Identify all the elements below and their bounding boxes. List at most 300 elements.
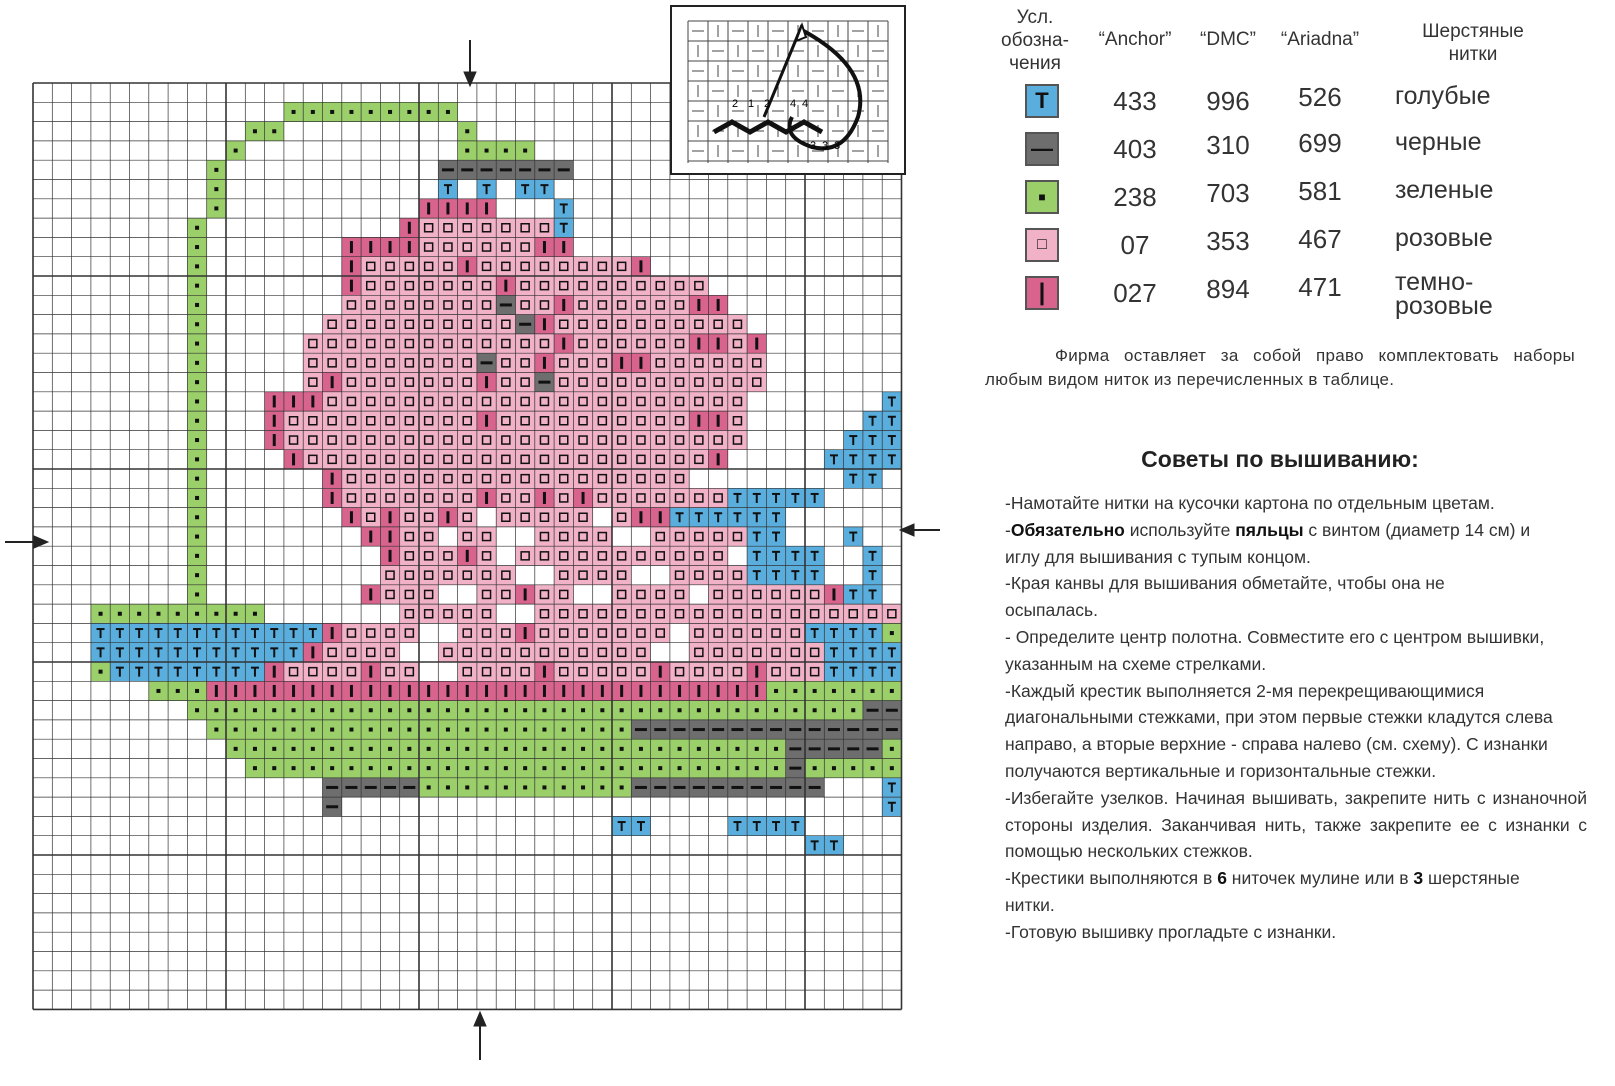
- stitch-cell-pink: [554, 508, 573, 527]
- stitch-cell-dpink: [554, 295, 573, 314]
- stitch-cell-pink: [670, 585, 689, 604]
- stitch-cell-dpink: [361, 681, 380, 700]
- stitch-cell-dpink: [477, 488, 496, 507]
- stitch-cell-pink: [689, 643, 708, 662]
- stitch-cell-green: [631, 701, 650, 720]
- stitch-cell-green: [265, 759, 284, 778]
- stitch-cell-green: [361, 102, 380, 121]
- stitch-cell-green: [303, 720, 322, 739]
- stitch-cell-pink: [535, 295, 554, 314]
- stitch-cell-pink: [496, 218, 515, 237]
- pink-symbol-swatch: [1025, 228, 1059, 262]
- stitch-cell-pink: [477, 257, 496, 276]
- stitch-cell-green: [342, 759, 361, 778]
- stitch-cell-green: [709, 701, 728, 720]
- stitch-cell-pink: [380, 450, 399, 469]
- stitch-cell-pink: [438, 257, 457, 276]
- stitch-cell-pink: [631, 604, 650, 623]
- stitch-cell-pink: [554, 546, 573, 565]
- stitch-cell-blue: [226, 643, 245, 662]
- stitch-cell-green: [573, 778, 592, 797]
- color-name: голубые: [1395, 82, 1491, 110]
- stitch-cell-pink: [458, 276, 477, 295]
- stitch-cell-pink: [419, 334, 438, 353]
- stitch-cell-dpink: [477, 411, 496, 430]
- stitch-cell-green: [207, 604, 226, 623]
- stitch-cell-green: [458, 701, 477, 720]
- stitch-cell-pink: [573, 469, 592, 488]
- stitch-cell-pink: [458, 430, 477, 449]
- stitch-cell-pink: [400, 276, 419, 295]
- stitch-cell-dark: [323, 797, 342, 816]
- legend-row-green: [985, 176, 1605, 224]
- stitch-cell-green: [516, 141, 535, 160]
- stitch-cell-blue: [91, 623, 110, 642]
- stitch-cell-dpink: [554, 334, 573, 353]
- stitch-cell-green: [187, 488, 206, 507]
- stitch-cell-green: [458, 141, 477, 160]
- stitch-cell-green: [419, 739, 438, 758]
- stitch-cell-pink: [612, 546, 631, 565]
- stitch-cell-pink: [496, 373, 515, 392]
- stitch-cell-blue: [168, 643, 187, 662]
- stitch-cell-blue: [863, 623, 882, 642]
- stitch-cell-blue: [284, 643, 303, 662]
- stitch-cell-green: [689, 759, 708, 778]
- stitch-cell-pink: [516, 508, 535, 527]
- stitch-cell-blue: [786, 546, 805, 565]
- stitch-cell-dpink: [380, 508, 399, 527]
- stitch-cell-pink: [612, 334, 631, 353]
- stitch-cell-pink: [612, 643, 631, 662]
- stitch-cell-green: [458, 720, 477, 739]
- stitch-num-4: 4: [790, 98, 797, 110]
- stitch-cell-blue: [766, 546, 785, 565]
- stitch-cell-blue: [187, 623, 206, 642]
- stitch-cell-green: [245, 122, 264, 141]
- stitch-cell-pink: [535, 604, 554, 623]
- stitch-cell-pink: [554, 411, 573, 430]
- stitch-cell-pink: [573, 334, 592, 353]
- stitch-cell-green: [400, 739, 419, 758]
- anchor-value: 403: [1113, 134, 1157, 164]
- stitch-cell-pink: [303, 373, 322, 392]
- stitch-cell-dpink: [284, 450, 303, 469]
- stitch-cell-pink: [612, 315, 631, 334]
- stitch-cell-green: [342, 739, 361, 758]
- stitch-cell-pink: [361, 488, 380, 507]
- stitch-cell-pink: [747, 643, 766, 662]
- stitch-cell-pink: [882, 604, 901, 623]
- stitch-cell-pink: [612, 257, 631, 276]
- stitch-cell-green: [187, 585, 206, 604]
- stitch-cell-dark: [824, 739, 843, 758]
- stitch-cell-green: [419, 102, 438, 121]
- arrow-right: [900, 524, 940, 536]
- stitch-cell-pink: [612, 295, 631, 314]
- stitch-cell-pink: [593, 411, 612, 430]
- stitch-cell-pink: [496, 237, 515, 256]
- stitch-cell-pink: [438, 334, 457, 353]
- stitch-cell-green: [303, 759, 322, 778]
- stitch-cell-pink: [516, 643, 535, 662]
- stitch-cell-pink: [438, 353, 457, 372]
- stitch-cell-pink: [419, 508, 438, 527]
- stitch-cell-dpink: [535, 237, 554, 256]
- stitch-cell-dark: [400, 778, 419, 797]
- stitch-cell-green: [187, 315, 206, 334]
- stitch-cell-dpink: [438, 681, 457, 700]
- stitch-cell-pink: [670, 527, 689, 546]
- stitch-cell-dark: [670, 720, 689, 739]
- stitch-cell-green: [844, 701, 863, 720]
- stitch-cell-pink: [805, 604, 824, 623]
- stitch-cell-pink: [419, 353, 438, 372]
- green-symbol-swatch: [1025, 180, 1059, 214]
- stitch-cell-pink: [303, 430, 322, 449]
- stitch-num-2: 1: [748, 98, 755, 110]
- stitch-cell-blue: [824, 643, 843, 662]
- stitch-cell-pink: [689, 373, 708, 392]
- stitch-cell-pink: [670, 392, 689, 411]
- stitch-cell-dpink: [651, 681, 670, 700]
- stitch-cell-pink: [631, 276, 650, 295]
- stitch-cell-green: [400, 102, 419, 121]
- stitch-cell-dpink: [689, 411, 708, 430]
- stitch-cell-blue: [747, 508, 766, 527]
- stitch-cell-pink: [651, 295, 670, 314]
- stitch-cell-pink: [380, 643, 399, 662]
- stitch-cell-pink: [477, 295, 496, 314]
- stitch-cell-pink: [612, 508, 631, 527]
- stitch-cell-pink: [631, 315, 650, 334]
- stitch-cell-pink: [400, 585, 419, 604]
- stitch-cell-green: [477, 759, 496, 778]
- stitch-cell-pink: [709, 373, 728, 392]
- stitch-cell-pink: [612, 662, 631, 681]
- stitch-cell-pink: [709, 527, 728, 546]
- stitch-cell-pink: [516, 662, 535, 681]
- stitch-cell-pink: [612, 450, 631, 469]
- stitch-cell-blue: [303, 623, 322, 642]
- stitch-cell-green: [747, 701, 766, 720]
- stitch-cell-green: [187, 430, 206, 449]
- stitch-cell-blue: [844, 430, 863, 449]
- stitch-cell-pink: [651, 334, 670, 353]
- stitch-cell-pink: [419, 527, 438, 546]
- stitch-cell-green: [438, 102, 457, 121]
- stitch-cell-green: [438, 701, 457, 720]
- stitch-cell-pink: [573, 450, 592, 469]
- stitch-cell-blue: [612, 816, 631, 835]
- stitch-cell-green: [593, 759, 612, 778]
- stitch-cell-pink: [728, 566, 747, 585]
- stitch-cell-dpink: [323, 623, 342, 642]
- stitch-cell-pink: [670, 315, 689, 334]
- stitch-cell-green: [535, 759, 554, 778]
- stitch-cell-dpink: [419, 681, 438, 700]
- stitch-cell-pink: [477, 334, 496, 353]
- stitch-cell-dark: [728, 778, 747, 797]
- stitch-cell-dpink: [342, 681, 361, 700]
- stitch-cell-green: [245, 701, 264, 720]
- stitch-cell-pink: [380, 430, 399, 449]
- stitch-cell-dpink: [477, 199, 496, 218]
- stitch-cell-green: [265, 122, 284, 141]
- stitch-cell-pink: [496, 315, 515, 334]
- stitch-cell-pink: [380, 295, 399, 314]
- stitch-cell-green: [786, 701, 805, 720]
- stitch-cell-green: [747, 739, 766, 758]
- stitch-cell-pink: [689, 546, 708, 565]
- stitch-cell-pink: [342, 315, 361, 334]
- stitch-cell-green: [400, 701, 419, 720]
- stitch-cell-pink: [612, 411, 631, 430]
- stitch-cell-pink: [593, 546, 612, 565]
- stitch-cell-blue: [844, 643, 863, 662]
- stitch-cell-pink: [342, 353, 361, 372]
- stitch-cell-pink: [651, 488, 670, 507]
- stitch-cell-pink: [728, 527, 747, 546]
- stitch-cell-green: [496, 701, 515, 720]
- stitch-cell-dpink: [323, 469, 342, 488]
- stitch-cell-pink: [342, 469, 361, 488]
- tip-emphasis: 3: [1413, 868, 1424, 889]
- stitch-cell-pink: [766, 662, 785, 681]
- stitch-cell-pink: [689, 604, 708, 623]
- stitch-cell-pink: [303, 450, 322, 469]
- t-symbol: T: [1035, 88, 1049, 113]
- stitch-cell-blue: [245, 643, 264, 662]
- legend-row-pink: [985, 224, 1605, 272]
- stitch-cell-pink: [573, 643, 592, 662]
- stitch-cell-pink: [709, 604, 728, 623]
- stitch-cell-blue: [805, 836, 824, 855]
- stitch-cell-green: [516, 720, 535, 739]
- stitch-cell-pink: [728, 315, 747, 334]
- stitch-cell-pink: [400, 257, 419, 276]
- stitch-cell-pink: [400, 315, 419, 334]
- stitch-cell-pink: [419, 257, 438, 276]
- stitch-cell-pink: [728, 353, 747, 372]
- stitch-cell-dark: [323, 778, 342, 797]
- stitch-cell-green: [303, 739, 322, 758]
- stitch-cell-green: [245, 739, 264, 758]
- stitch-cell-pink: [419, 295, 438, 314]
- stitch-cell-green: [419, 720, 438, 739]
- stitch-cell-dark: [747, 778, 766, 797]
- stitch-cell-pink: [458, 237, 477, 256]
- stitch-cell-dpink: [631, 353, 650, 372]
- stitch-cell-pink: [323, 334, 342, 353]
- stitch-cell-dark: [844, 720, 863, 739]
- stitch-cell-dark: [516, 315, 535, 334]
- stitch-cell-blue: [824, 450, 843, 469]
- stitch-cell-dpink: [709, 681, 728, 700]
- stitch-cell-dpink: [573, 488, 592, 507]
- stitch-cell-pink: [458, 334, 477, 353]
- stitch-cell-pink: [573, 295, 592, 314]
- stitch-cell-pink: [380, 276, 399, 295]
- stitch-cell-green: [284, 739, 303, 758]
- stitch-cell-blue: [863, 411, 882, 430]
- stitch-cell-green: [882, 739, 901, 758]
- stitch-cell-pink: [612, 585, 631, 604]
- stitch-cell-blue: [554, 199, 573, 218]
- stitch-cell-green: [438, 739, 457, 758]
- stitch-cell-pink: [631, 546, 650, 565]
- stitch-cell-green: [380, 102, 399, 121]
- stitch-diagram: [670, 5, 906, 175]
- stitch-cell-pink: [535, 469, 554, 488]
- stitch-cell-pink: [380, 662, 399, 681]
- stitch-cell-pink: [361, 450, 380, 469]
- stitch-cell-dark: [766, 720, 785, 739]
- stitch-cell-pink: [728, 373, 747, 392]
- stitch-cell-dark: [863, 701, 882, 720]
- stitch-cell-green: [535, 720, 554, 739]
- stitch-cell-green: [535, 739, 554, 758]
- stitch-cell-pink: [709, 585, 728, 604]
- stitch-cell-pink: [728, 430, 747, 449]
- stitch-cell-pink: [516, 373, 535, 392]
- stitch-cell-dark: [380, 778, 399, 797]
- stitch-cell-green: [438, 778, 457, 797]
- stitch-cell-pink: [342, 334, 361, 353]
- stitch-cell-blue: [728, 816, 747, 835]
- stitch-cell-green: [766, 739, 785, 758]
- stitch-cell-dpink: [342, 508, 361, 527]
- stitch-cell-blue: [766, 508, 785, 527]
- stitch-cell-dpink: [824, 585, 843, 604]
- stitch-cell-pink: [342, 392, 361, 411]
- stitch-cell-pink: [323, 430, 342, 449]
- stitch-cell-pink: [438, 643, 457, 662]
- stitch-cell-blue: [149, 623, 168, 642]
- stitch-cell-pink: [651, 585, 670, 604]
- stitch-cell-blue: [882, 392, 901, 411]
- stitch-cell-green: [477, 739, 496, 758]
- stitch-cell-pink: [709, 430, 728, 449]
- stitch-cell-blue: [689, 508, 708, 527]
- stitch-cell-blue: [824, 662, 843, 681]
- tip-3: -Края канвы для вышивания обметайте, чтобы она не осыпалась.: [1005, 573, 1445, 621]
- stitch-cell-dpink: [303, 681, 322, 700]
- stitch-cell-blue: [844, 662, 863, 681]
- stitch-cell-dpink: [631, 508, 650, 527]
- stitch-cell-dpink: [380, 527, 399, 546]
- stitch-cell-pink: [516, 469, 535, 488]
- stitch-cell-pink: [554, 469, 573, 488]
- stitch-cell-blue: [786, 566, 805, 585]
- stitch-cell-dpink: [593, 681, 612, 700]
- stitch-cell-dpink: [303, 392, 322, 411]
- stitch-cell-dpink: [709, 450, 728, 469]
- stitch-cell-green: [593, 720, 612, 739]
- stitch-cell-pink: [651, 392, 670, 411]
- stitch-cell-pink: [573, 546, 592, 565]
- stitch-cell-green: [149, 604, 168, 623]
- stitch-cell-pink: [593, 353, 612, 372]
- stitch-cell-pink: [361, 469, 380, 488]
- stitch-cell-dpink: [342, 237, 361, 256]
- stitch-cell-blue: [110, 623, 129, 642]
- stitch-cell-pink: [535, 450, 554, 469]
- stitch-cell-green: [516, 778, 535, 797]
- stitch-cell-dpink: [207, 681, 226, 700]
- stitch-cell-pink: [458, 488, 477, 507]
- stitch-cell-green: [187, 295, 206, 314]
- stitch-cell-pink: [496, 643, 515, 662]
- stitch-cell-green: [535, 778, 554, 797]
- stitch-cell-pink: [651, 546, 670, 565]
- stitch-cell-pink: [573, 662, 592, 681]
- open-square-symbol: □: [1037, 236, 1047, 253]
- stitch-cell-green: [477, 778, 496, 797]
- stitch-cell-dark: [786, 739, 805, 758]
- stitch-cell-dpink: [631, 257, 650, 276]
- stitch-cell-pink: [612, 373, 631, 392]
- stitch-cell-pink: [709, 566, 728, 585]
- stitch-cell-dpink: [265, 681, 284, 700]
- stitch-cell-green: [265, 701, 284, 720]
- stitch-cell-green: [728, 701, 747, 720]
- stitch-cell-dark: [786, 720, 805, 739]
- stitch-cell-pink: [593, 373, 612, 392]
- stitch-cell-pink: [554, 527, 573, 546]
- stitch-cell-green: [207, 199, 226, 218]
- stitch-cell-pink: [400, 566, 419, 585]
- stitch-cell-pink: [458, 218, 477, 237]
- stitch-cell-green: [187, 411, 206, 430]
- stitch-cell-pink: [651, 450, 670, 469]
- stitch-cell-green: [477, 701, 496, 720]
- stitch-cell-dark: [516, 160, 535, 179]
- stitch-cell-blue: [882, 797, 901, 816]
- stitch-cell-blue: [747, 816, 766, 835]
- stitch-cell-green: [844, 681, 863, 700]
- stitch-cell-pink: [419, 450, 438, 469]
- stitch-cell-dpink: [458, 681, 477, 700]
- stitch-cell-pink: [438, 546, 457, 565]
- stitch-cell-dpink: [535, 353, 554, 372]
- legend-header-wool: Шерстяные нитки: [1422, 21, 1524, 65]
- stitch-cell-pink: [554, 257, 573, 276]
- stitch-cell-green: [651, 701, 670, 720]
- stitch-cell-pink: [728, 662, 747, 681]
- stitch-cell-blue: [187, 643, 206, 662]
- stitch-cell-pink: [689, 353, 708, 372]
- stitch-cell-pink: [400, 295, 419, 314]
- stitch-cell-pink: [747, 623, 766, 642]
- stitch-cell-pink: [573, 315, 592, 334]
- stitch-cell-pink: [516, 546, 535, 565]
- stitch-cell-pink: [535, 643, 554, 662]
- stitch-cell-pink: [709, 546, 728, 565]
- stitch-cell-pink: [361, 430, 380, 449]
- stitch-cell-pink: [670, 295, 689, 314]
- stitch-cell-dark: [709, 778, 728, 797]
- legend-row-black: [985, 128, 1605, 176]
- stitch-cell-pink: [631, 411, 650, 430]
- stitch-cell-pink: [728, 392, 747, 411]
- stitch-cell-green: [786, 681, 805, 700]
- stitch-cell-pink: [419, 469, 438, 488]
- stitch-cell-pink: [380, 315, 399, 334]
- stitch-cell-green: [110, 604, 129, 623]
- stitch-cell-pink: [863, 604, 882, 623]
- stitch-cell-pink: [419, 276, 438, 295]
